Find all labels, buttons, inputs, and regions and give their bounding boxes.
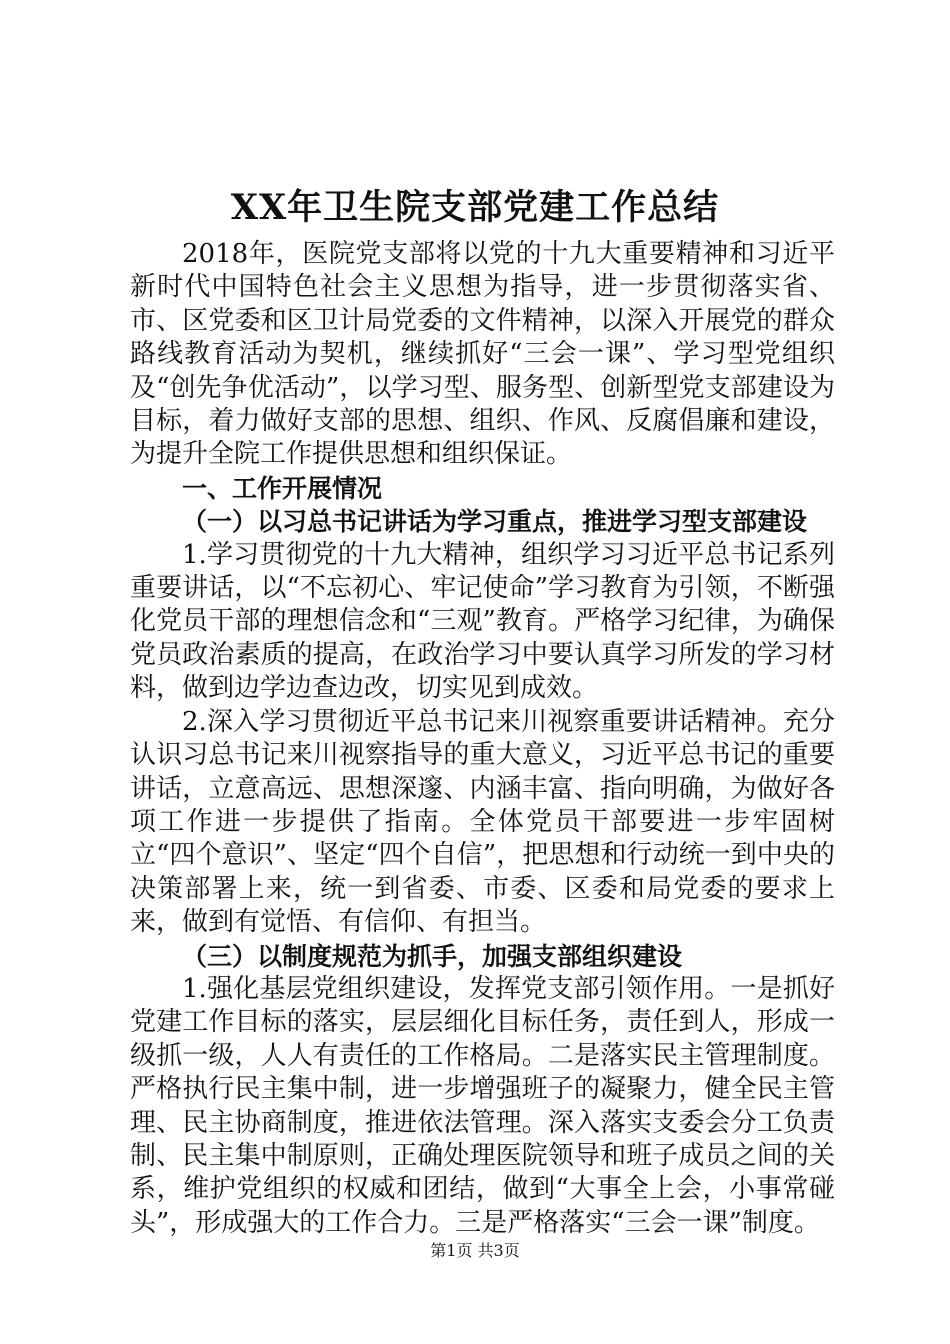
intro-paragraph: 2018年，医院党支部将以党的十九大重要精神和习近平新时代中国特色社会主义思想为指导，进一步贯彻落实省、市、区党委和区卫计局党委的文件精神，以深入开展党的群众路线教育活动为契机，继续抓好“三会一课”、学习型党组织及“创先争优活动”，以学习型、服务型、创新型党支部建设为目标，着力做好支部的思想、组织、作风、反腐倡廉和建设，为提升全院工作提供思想和组织保证。: [130, 239, 835, 470]
document-body: [130, 238, 835, 1240]
section-heading-work-status: 一、工作开展情况: [182, 473, 383, 503]
subsection-heading-study: （一）以习总书记讲话为学习重点，推进学习型支部建设: [182, 507, 808, 537]
organization-paragraph-1: 1.强化基层党组织建设，发挥党支部引领作用。一是抓好党建工作目标的落实，层层细化目标任务，责任到人，形成一级抓一级，人人有责任的工作格局。二是落实民主管理制度。严格执行民主集中制，进一步增强班子的凝聚力，健全民主管理、民主协商制度，推进依法管理。深入落实支委会分工负责制、民主集中制原则，正确处理医院领导和班子成员之间的关系，维护党组织的权威和团结，做到“大事全上会，小事常碰头”，形成强大的工作合力。三是严格落实“三会一课”制度。: [130, 973, 835, 1238]
study-paragraph-2: 2.深入学习贯彻近平总书记来川视察重要讲话精神。充分认识习总书记来川视察指导的重大意义，习近平总书记的重要讲话，立意高远、思想深邃、内涵丰富、指向明确，为做好各项工作进一步提供了指南。全体党员干部要进一步牢固树立“四个意识”、坚定“四个自信”，把思想和行动统一到中央的决策部署上来，统一到省委、市委、区委和局党委的要求上来，做到有觉悟、有信仰、有担当。: [130, 706, 835, 938]
document-title: XX年卫生院支部党建工作总结: [230, 187, 720, 228]
subsection-heading-organization: （三）以制度规范为抓手，加强支部组织建设: [182, 941, 683, 971]
page-number-footer: 第1页 共3页: [430, 1241, 520, 1260]
study-paragraph-1: 1.学习贯彻党的十九大精神，组织学习习近平总书记系列重要讲话，以“不忘初心、牢记使命”学习教育为引领，不断强化党员干部的理想信念和“三观”教育。严格学习纪律，为确保党员政治素质的提高，在政治学习中要认真学习所发的学习材料，做到边学边查边改，切实见到成效。: [130, 539, 835, 704]
